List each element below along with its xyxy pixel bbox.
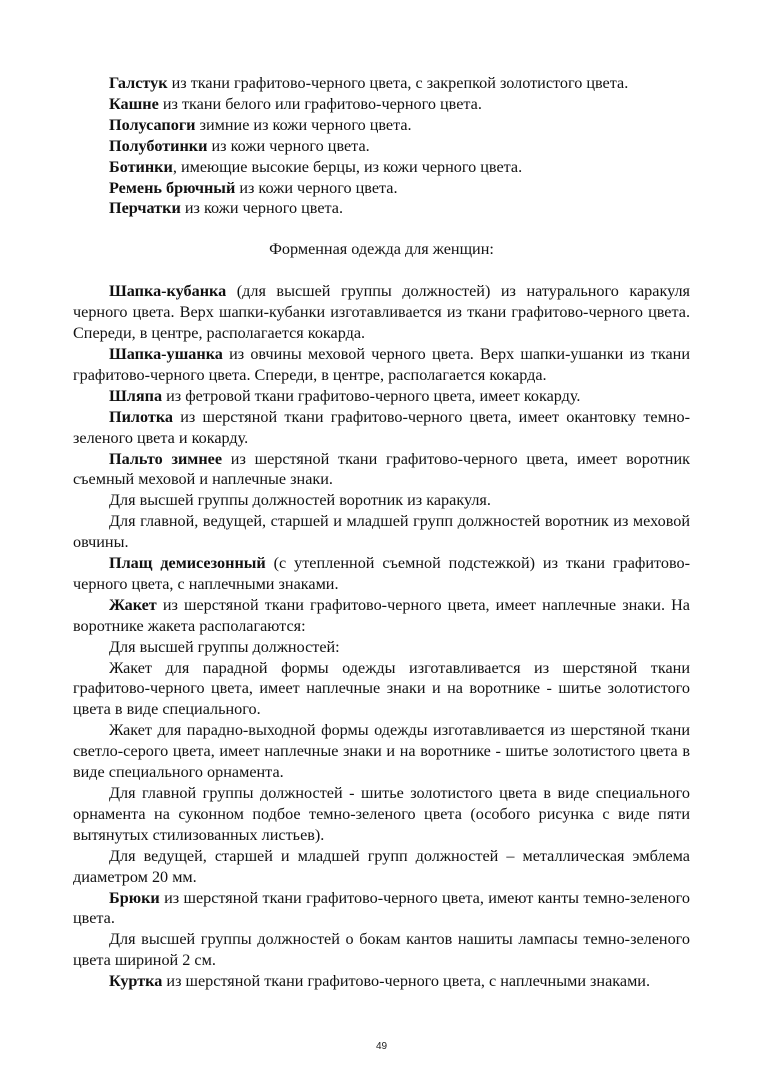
term: Пальто зимнее [109,449,223,468]
paragraph-pilotka [73,407,690,449]
section-heading: Форменная одежда для женщин: [269,240,494,259]
paragraph-text: из кожи черного цвета. [180,199,344,218]
paragraph-text: Для главной, ведущей, старшей и младшей групп должностей воротник из меховой овчины. [73,512,690,552]
term: Шапка-ушанка [109,344,223,363]
paragraph-remen [73,178,690,199]
term: Полуботинки [109,136,208,155]
paragraph-text: из кожи черного цвета. [207,136,370,155]
paragraph-text: из ткани белого или графитово-черного цвета. [158,94,482,113]
paragraph-text: из овчины меховой черного цвета. Верх шапки-ушанки из ткани графитово-черного цвета. Спереди, в центре, располагается кокарда. [73,344,690,384]
term: Пилотка [109,407,174,426]
document-body [73,73,690,992]
paragraph-vedushchaya-gruppa [73,846,690,888]
paragraph-text: зимние из кожи черного цвета. [195,115,412,134]
term: Шапка-кубанка [109,282,227,301]
term: Галстук [109,74,168,92]
paragraph-shlyapa [73,386,690,407]
term: Плащ демисезонный [109,554,266,573]
paragraph-palto-vorotnik-glavnaya [73,511,690,553]
paragraph-zhaket-vysshaya [73,637,690,658]
paragraph-glavnaya-gruppa [73,783,690,846]
page-number: 49 [375,1041,388,1052]
paragraph-polubotinki [73,136,690,157]
men-items-list [73,73,690,219]
paragraph-text: Для высшей группы должностей воротник из каракуля. [109,491,491,510]
paragraph-kubanka [73,281,690,344]
paragraph-palto-vorotnik-vysshaya [73,490,690,511]
paragraph-zhaket [73,595,690,637]
paragraph-text: из шерстяной ткани графитово-черного цвета, имеет воротник съемный меховой и наплечные знаки. [73,449,690,489]
paragraph-text: Для высшей группы должностей: [109,637,340,656]
paragraph-text: из шерстяной ткани графитово-черного цвета, имеет наплечные знаки. На воротнике жакета располагаются: [73,595,690,635]
paragraph-text: Жакет для парадно-выходной формы одежды изготавливается из шерстяной ткани светло-серого цвета, имеет наплечные знаки и на воротнике - шитье золотистого цвета в виде специального орнамента. [73,721,690,782]
term: Жакет [109,595,157,614]
paragraph-galstuk [73,73,690,94]
term: Ботинки [109,157,173,176]
paragraph-bryuki [73,888,690,930]
paragraph-perchatki [73,198,690,219]
paragraph-zhaket-paradno-vykhodnaya [73,720,690,783]
term: Перчатки [109,199,181,218]
paragraph-botinki [73,157,690,178]
paragraph-kashne [73,94,690,115]
paragraph-text: из ткани графитово-черного цвета, с закрепкой золотистого цвета. [167,74,629,92]
term: Ремень брючный [109,178,236,197]
paragraph-text: из фетровой ткани графитово-черного цвета, имеет кокарду. [162,386,581,405]
term: Кашне [109,94,159,113]
paragraph-text: (для высшей группы должностей) из натурального каракуля черного цвета. Верх шапки-кубанки изготавливается из ткани графитово-черного цвета. Спереди, в центре, располагается кокарда. [73,282,690,343]
paragraph-text: Для высшей группы должностей о бокам кантов нашиты лампасы темно-зеленого цвета шириной 2 см. [73,930,690,970]
term: Шляпа [109,386,163,405]
paragraph-palto [73,449,690,491]
paragraph-text: Жакет для парадной формы одежды изготавливается из шерстяной ткани графитово-черного цвета, имеет наплечные знаки и на воротнике - шитье золотистого цвета в виде специального. [73,658,690,719]
paragraph-text: , имеющие высокие берцы, из кожи черного цвета. [172,157,523,176]
paragraph-text: из шерстяной ткани графитово-черного цвета, имеют канты темно-зеленого цвета. [73,888,690,928]
paragraph-polusapogi [73,115,690,136]
paragraph-text: (с утепленной съемной подстежкой) из ткани графитово-черного цвета, с наплечными знаками. [73,554,690,593]
paragraph-ushanka [73,344,690,386]
term: Куртка [109,972,163,991]
women-items-list [73,281,690,992]
paragraph-text: из шерстяной ткани графитово-черного цвета, имеет окантовку темно-зеленого цвета и кокарду. [73,407,690,447]
paragraph-text: Для главной группы должностей - шитье золотистого цвета в виде специального орнамента на суконном подбое темно-зеленого цвета (особого рисунка с виде пяти вытянутых стилизованных листьев). [73,784,690,844]
paragraph-text: Для ведущей, старшей и младшей групп должностей – металлическая эмблема диаметром 20 мм. [73,846,690,886]
paragraph-kurtka [73,971,690,992]
paragraph-zhaket-paradnaya [73,658,690,721]
paragraph-text: из шерстяной ткани графитово-черного цвета, с наплечными знаками. [162,972,651,991]
paragraph-text: из кожи черного цвета. [235,178,398,197]
term: Полусапоги [109,115,196,134]
paragraph-plashch [73,553,690,595]
term: Брюки [109,888,160,907]
paragraph-bryuki-lampasy [73,929,690,971]
